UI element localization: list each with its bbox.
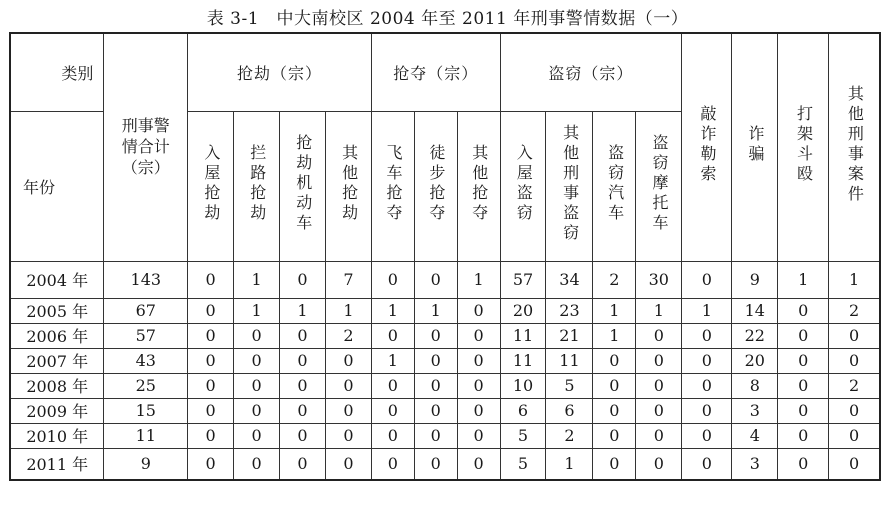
value-cell: 0	[280, 398, 326, 423]
value-cell: 0	[457, 348, 500, 373]
value-cell: 0	[280, 423, 326, 448]
value-cell: 1	[593, 323, 636, 348]
col-other-theft-text: 其他刑事盗窃	[560, 124, 580, 244]
year-cell: 2011 年	[10, 448, 104, 480]
table-row	[10, 373, 880, 398]
value-cell: 1	[778, 261, 829, 298]
value-cell: 0	[778, 323, 829, 348]
value-cell: 9	[732, 261, 778, 298]
value-cell: 0	[188, 323, 234, 348]
col-road-robbery	[234, 111, 280, 261]
value-cell: 0	[371, 261, 414, 298]
value-cell: 2	[829, 298, 880, 323]
year-cell: 2009 年	[10, 398, 104, 423]
value-cell: 0	[829, 348, 880, 373]
value-cell: 0	[636, 323, 682, 348]
total-header	[104, 33, 188, 261]
value-cell: 1	[325, 298, 371, 323]
value-cell: 0	[234, 448, 280, 480]
value-cell: 0	[325, 448, 371, 480]
col-vehicle-robbery	[280, 111, 326, 261]
value-cell: 0	[457, 423, 500, 448]
table-row	[10, 398, 880, 423]
col-burglary	[500, 111, 546, 261]
value-cell: 8	[732, 373, 778, 398]
year-cell: 2010 年	[10, 423, 104, 448]
value-cell: 0	[778, 298, 829, 323]
value-cell: 5	[546, 373, 593, 398]
year-cell: 2005 年	[10, 298, 104, 323]
table-row	[10, 348, 880, 373]
group-robbery: 抢劫（宗）	[188, 33, 372, 111]
total-cell: 15	[104, 398, 188, 423]
value-cell: 0	[188, 423, 234, 448]
value-cell: 6	[500, 398, 546, 423]
col-flying-snatch-text: 飞车抢夺	[384, 144, 404, 224]
value-cell: 2	[829, 373, 880, 398]
col-fraud-text: 诈骗	[745, 125, 765, 166]
value-cell: 0	[188, 398, 234, 423]
value-cell: 0	[280, 348, 326, 373]
value-cell: 0	[682, 261, 732, 298]
total-cell: 57	[104, 323, 188, 348]
value-cell: 10	[500, 373, 546, 398]
value-cell: 0	[280, 373, 326, 398]
table-row	[10, 448, 880, 480]
group-theft: 盗窃（宗）	[500, 33, 682, 111]
value-cell: 0	[682, 323, 732, 348]
value-cell: 0	[234, 423, 280, 448]
value-cell: 0	[829, 423, 880, 448]
crime-data-table	[9, 32, 881, 481]
value-cell: 3	[732, 448, 778, 480]
value-cell: 1	[593, 298, 636, 323]
value-cell: 0	[636, 423, 682, 448]
value-cell: 0	[414, 261, 457, 298]
year-cell: 2007 年	[10, 348, 104, 373]
value-cell: 0	[371, 423, 414, 448]
total-cell: 11	[104, 423, 188, 448]
value-cell: 0	[682, 398, 732, 423]
col-fight-text: 打架斗殴	[794, 105, 814, 186]
value-cell: 0	[457, 448, 500, 480]
value-cell: 0	[280, 323, 326, 348]
value-cell: 0	[778, 423, 829, 448]
value-cell: 0	[188, 298, 234, 323]
value-cell: 0	[829, 398, 880, 423]
year-cell: 2004 年	[10, 261, 104, 298]
col-other-snatch-text: 其他抢夺	[469, 144, 489, 224]
col-car-theft	[593, 111, 636, 261]
value-cell: 5	[500, 448, 546, 480]
value-cell: 0	[457, 398, 500, 423]
value-cell: 1	[371, 298, 414, 323]
value-cell: 0	[829, 448, 880, 480]
value-cell: 0	[371, 373, 414, 398]
year-cell: 2006 年	[10, 323, 104, 348]
col-other-robbery-text: 其他抢劫	[339, 144, 359, 224]
value-cell: 11	[500, 348, 546, 373]
value-cell: 0	[188, 448, 234, 480]
table-row	[10, 261, 880, 298]
value-cell: 0	[234, 398, 280, 423]
year-label: 年份	[10, 111, 104, 261]
value-cell: 0	[188, 348, 234, 373]
value-cell: 0	[682, 348, 732, 373]
table-row	[10, 323, 880, 348]
value-cell: 20	[732, 348, 778, 373]
col-burglary-text: 入屋盗窃	[514, 144, 534, 224]
value-cell: 0	[593, 448, 636, 480]
value-cell: 0	[371, 398, 414, 423]
value-cell: 0	[234, 323, 280, 348]
value-cell: 0	[593, 398, 636, 423]
value-cell: 11	[500, 323, 546, 348]
value-cell: 34	[546, 261, 593, 298]
value-cell: 0	[457, 323, 500, 348]
value-cell: 30	[636, 261, 682, 298]
col-walking-snatch	[414, 111, 457, 261]
value-cell: 0	[682, 448, 732, 480]
value-cell: 1	[234, 298, 280, 323]
col-road-robbery-text: 拦路抢劫	[247, 144, 267, 224]
total-cell: 25	[104, 373, 188, 398]
col-extortion	[682, 33, 732, 261]
value-cell: 14	[732, 298, 778, 323]
value-cell: 0	[778, 348, 829, 373]
year-cell: 2008 年	[10, 373, 104, 398]
value-cell: 0	[188, 261, 234, 298]
value-cell: 0	[593, 373, 636, 398]
value-cell: 1	[280, 298, 326, 323]
col-moto-theft	[636, 111, 682, 261]
value-cell: 4	[732, 423, 778, 448]
value-cell: 0	[234, 373, 280, 398]
table-row	[10, 298, 880, 323]
value-cell: 6	[546, 398, 593, 423]
col-walking-snatch-text: 徒步抢夺	[426, 144, 446, 224]
value-cell: 1	[234, 261, 280, 298]
total-header-text: 刑事警情合计（宗）	[121, 116, 170, 177]
value-cell: 2	[546, 423, 593, 448]
value-cell: 1	[636, 298, 682, 323]
col-burglary-robbery	[188, 111, 234, 261]
value-cell: 0	[280, 448, 326, 480]
value-cell: 0	[414, 323, 457, 348]
value-cell: 1	[682, 298, 732, 323]
col-car-theft-text: 盗窃汽车	[605, 144, 625, 224]
total-cell: 67	[104, 298, 188, 323]
total-cell: 43	[104, 348, 188, 373]
value-cell: 3	[732, 398, 778, 423]
value-cell: 0	[371, 323, 414, 348]
value-cell: 57	[500, 261, 546, 298]
value-cell: 0	[682, 423, 732, 448]
value-cell: 1	[829, 261, 880, 298]
total-cell: 9	[104, 448, 188, 480]
col-fraud	[732, 33, 778, 261]
value-cell: 0	[593, 348, 636, 373]
col-moto-theft-text: 盗窃摩托车	[650, 134, 669, 234]
value-cell: 1	[414, 298, 457, 323]
value-cell: 20	[500, 298, 546, 323]
value-cell: 0	[636, 448, 682, 480]
col-vehicle-robbery-text: 抢劫机动车	[293, 134, 313, 234]
value-cell: 0	[636, 398, 682, 423]
value-cell: 0	[280, 261, 326, 298]
value-cell: 21	[546, 323, 593, 348]
value-cell: 0	[682, 373, 732, 398]
value-cell: 0	[414, 348, 457, 373]
value-cell: 2	[593, 261, 636, 298]
col-other-cases-text: 其他刑事案件	[845, 85, 865, 206]
col-fight	[778, 33, 829, 261]
value-cell: 1	[546, 448, 593, 480]
group-snatch: 抢夺（宗）	[371, 33, 500, 111]
value-cell: 0	[234, 348, 280, 373]
value-cell: 0	[457, 373, 500, 398]
table-body	[10, 261, 880, 480]
value-cell: 0	[325, 373, 371, 398]
col-other-robbery	[325, 111, 371, 261]
table-caption: 表 3-1 中大南校区 2004 年至 2011 年刑事警情数据（一）	[206, 9, 689, 29]
value-cell: 0	[778, 448, 829, 480]
col-other-theft	[546, 111, 593, 261]
value-cell: 0	[325, 348, 371, 373]
value-cell: 0	[371, 448, 414, 480]
col-burglary-robbery-text: 入屋抢劫	[201, 144, 221, 224]
value-cell: 7	[325, 261, 371, 298]
value-cell: 1	[457, 261, 500, 298]
value-cell: 0	[325, 423, 371, 448]
value-cell: 0	[829, 323, 880, 348]
value-cell: 2	[325, 323, 371, 348]
value-cell: 0	[414, 373, 457, 398]
value-cell: 11	[546, 348, 593, 373]
value-cell: 5	[500, 423, 546, 448]
col-other-cases	[829, 33, 880, 261]
value-cell: 0	[593, 423, 636, 448]
value-cell: 0	[778, 398, 829, 423]
col-extortion-text: 敲诈勒索	[697, 105, 717, 186]
col-flying-snatch	[371, 111, 414, 261]
value-cell: 0	[636, 348, 682, 373]
value-cell: 0	[778, 373, 829, 398]
value-cell: 0	[325, 398, 371, 423]
value-cell: 0	[414, 423, 457, 448]
value-cell: 0	[414, 398, 457, 423]
total-cell: 143	[104, 261, 188, 298]
value-cell: 22	[732, 323, 778, 348]
category-label: 类别	[10, 33, 104, 111]
value-cell: 1	[371, 348, 414, 373]
value-cell: 23	[546, 298, 593, 323]
table-row	[10, 423, 880, 448]
value-cell: 0	[457, 298, 500, 323]
value-cell: 0	[188, 373, 234, 398]
col-other-snatch	[457, 111, 500, 261]
value-cell: 0	[636, 373, 682, 398]
value-cell: 0	[414, 448, 457, 480]
